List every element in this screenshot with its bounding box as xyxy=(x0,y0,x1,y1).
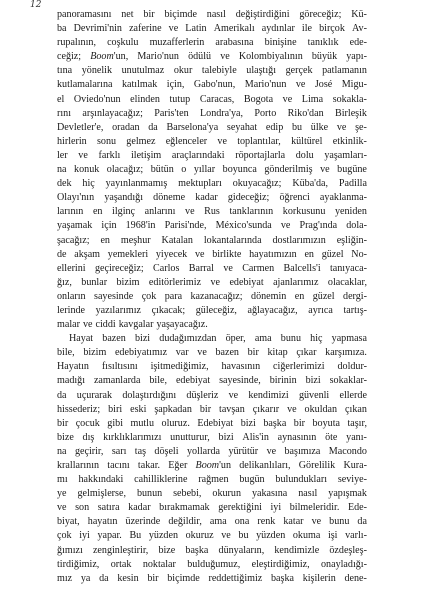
text-line: na konuk olacağız; bütün o yıllar boyunca gönderilmiş ve bugüne xyxy=(57,164,367,176)
text-line: Devletler'e, oradan da Barselona'ya seyahat edip bu ülke ve şe- xyxy=(57,121,367,133)
text-line: madığı zamanlarda bile, edebiyat sayesinde, birinin bizi sokaklar- xyxy=(57,375,367,387)
text-line: ler ve farklı iletişim araçlarındaki röportajlarla dolu yaşamları- xyxy=(57,149,367,161)
text-line: yaşamak için 1968'in Parisi'nde, México'sunda ve Prag'ında dola- xyxy=(57,220,367,232)
text-line: rupalının, coşkulu muzafferlerin arabasına binişine tanıklık ede- xyxy=(57,37,367,49)
text-line: ğız, bunlar bizim editörlerimiz ve edebiyat ajanlarımız olacaklar, xyxy=(57,276,367,288)
text-line: mız ya da kesin bir biçimde reddettiğimiz başka kişilerin dene- xyxy=(57,572,367,584)
text-line: şacağız; en meşhur Katalan lokantalarında dostlarımızın eşliğin- xyxy=(57,234,367,246)
text-line: panoramasını net bir biçimde nasıl değiştirdiğini göreceğiz; Kü- xyxy=(57,9,367,20)
text-line: de akşam yemekleri yiyecek ve birlikte hayatımızın en güzel No- xyxy=(57,248,367,260)
text-line: ellerini geçireceğiz; Carlos Barral ve Carmen Balcells'i tanıyaca- xyxy=(57,262,367,274)
text-line: el Oviedo'nun elinden tutup Caracas, Bogota ve Lima sokakla- xyxy=(57,93,367,105)
text-line: biyat, hayatın üzerinde değildir, ama ona renk katar ve bunu da xyxy=(57,516,367,528)
text-line: lerinde yazılarımız çıkacak; güleceğiz, ağlayacağız, ayrıca tartış- xyxy=(57,304,367,316)
text-line: larının en ilginç anlarını ve Rus tanklarının korkusunu yeniden xyxy=(57,206,367,218)
text-line: na geçirir, sarı taş döşeli yollarda yürütür ve başımıza Macondo xyxy=(57,445,367,457)
text-line: bir çocuk gibi mutlu oluruz. Edebiyat bizi başka bir boyuta taşır, xyxy=(57,417,367,429)
text-line: malar ve ciddi kavgalar yaşayacağız. xyxy=(57,319,208,331)
text-line: bize dış kırklıklarımızı unutturur, bizi Alis'in aynasının öte yanı- xyxy=(57,431,367,443)
text-line: ve son satıra kadar bırakmamak gerektiğini iyi bilmeleridir. Ede- xyxy=(57,502,367,514)
text-line: Hayatın fısıltısını işitmediğimiz, havasının ciğerlerimizi doldur- xyxy=(57,361,367,373)
text-line: dek hiç yayınlanmamış mektupları okuyacağız; Küba'da, Padilla xyxy=(57,178,367,190)
paragraph xyxy=(57,8,367,332)
text-line: mı hakkındaki cahilliklerine rağmen bugün bulundukları seviye- xyxy=(57,474,367,486)
text-line: çok iyi yapar. Bu yüzden okuruz ve bu yüzden okuma işi varlı- xyxy=(57,530,367,542)
text-line: ğımızı zenginleştirir, bize başka dünyaların, kendimizle özdeşleş- xyxy=(57,544,367,556)
text-line: hissederiz; biri eski şapkadan bir tavşan çıkarır ve okuldan çıkan xyxy=(57,403,367,415)
text-line: Olayı'nın yaşandığı döneme kadar gideceğiz; öğrenci ayaklanma- xyxy=(57,192,367,204)
text-line: onların sayesinde çok para kazanacağız; dönemin en güzel dergi- xyxy=(57,290,367,302)
text-line: krallarının tacını takar. Eğer Boom'un delikanlıları, Görelilik Kura- xyxy=(57,460,367,471)
text-line: rını arşınlayacağız; Paris'ten Londra'ya, Porto Riko'dan Birleşik xyxy=(57,107,367,119)
body-text xyxy=(57,8,367,586)
text-line: da uçurarak dolaştırdığını düşleriz ve kendimizi güvenli ellerde xyxy=(57,389,367,401)
page-number: 12 xyxy=(30,0,42,10)
text-line: hirlerin sonu gelmez eğlenceler ve toplantılar, kültürel etkinlik- xyxy=(57,135,367,147)
text-line: kutlamalarına katılmak için, Gabo'nun, Mario'nun ve José Migu- xyxy=(57,79,367,91)
text-line: Hayat bazen bizi dudağımızdan öper, ama bunu hiç yapmasa xyxy=(69,333,367,345)
text-line: tirdiğimiz, ortak noktalar bulduğumuz, eleştirdiğimiz, onayladığı- xyxy=(57,558,367,570)
text-line: bile, bizim edebiyatımız var ve bazen bir kitap çıkar karşımıza. xyxy=(57,347,367,359)
paragraph xyxy=(57,332,367,586)
text-line: ceğiz; Boom'un, Mario'nun ödülü ve Kolombiyalının büyük yapı- xyxy=(57,51,367,63)
text-line: ye gelmişlerse, bunun sebebi, okurun yakasına nasıl yapışmak xyxy=(57,488,367,500)
text-line: ba Devrimi'nin zaferine ve Latin Amerikalı aydınlar ile birçok Av- xyxy=(57,23,367,35)
text-line: tına yönelik unutulmaz okur talebiyle ulaştığı gerçek patlamanın xyxy=(57,65,367,77)
